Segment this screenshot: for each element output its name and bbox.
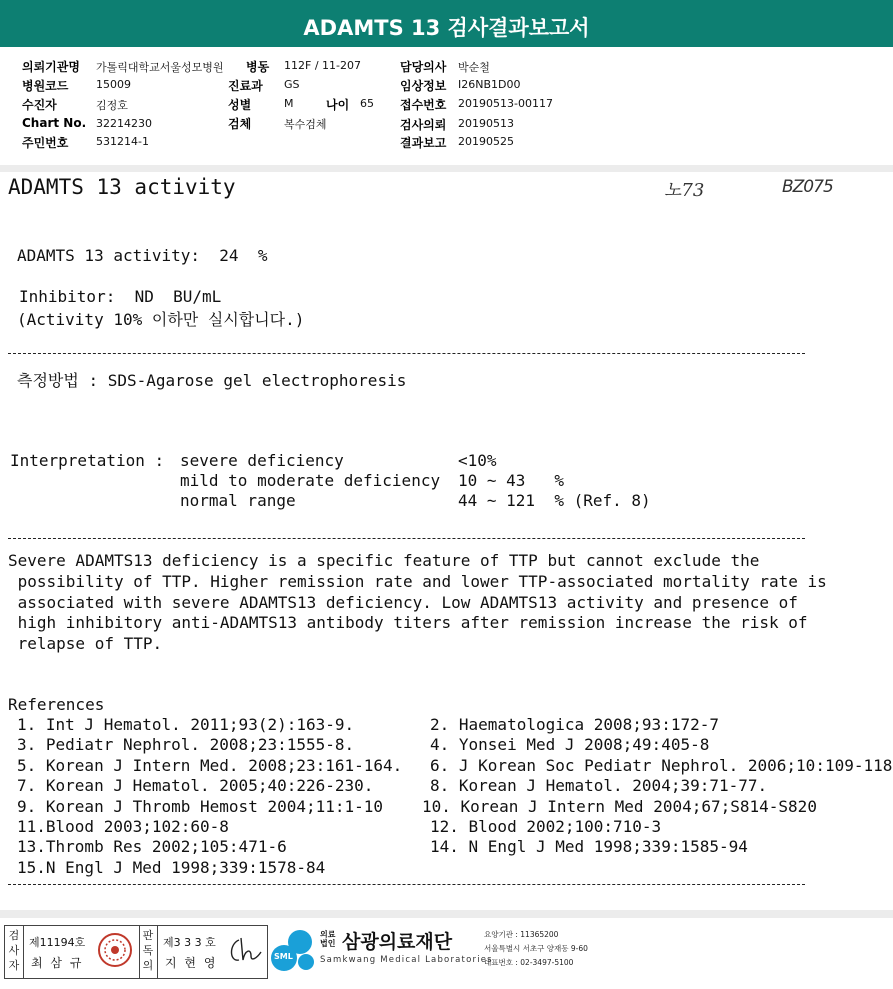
comment-line-4: relapse of TTP. <box>8 634 163 653</box>
separator-bottom <box>0 910 893 918</box>
chart-label: Chart No. <box>22 116 87 130</box>
specimen-label: 검체 <box>228 117 252 131</box>
divider-1 <box>8 353 805 354</box>
reference-item: 13.Thromb Res 2002;105:471-6 <box>17 837 287 857</box>
inhibitor-result: Inhibitor: ND BU/mL <box>19 287 222 306</box>
inhibitor-note: (Activity 10% 이하만 실시합니다.) <box>17 310 305 329</box>
signature-box <box>4 925 268 979</box>
divider <box>139 926 140 978</box>
doctor-value: 박순철 <box>458 61 490 74</box>
reference-item: 8. Korean J Hematol. 2004;39:71-77. <box>430 776 768 796</box>
activity-result: ADAMTS 13 activity: 24 % <box>17 246 268 265</box>
interpretation-label: Interpretation : <box>10 451 165 470</box>
hospital-code-label: 병원코드 <box>22 79 69 93</box>
clinical-label: 임상정보 <box>400 79 447 93</box>
reviewer-license: 제3 3 3 호 <box>163 936 216 949</box>
method-line: 측정방법 : SDS-Agarose gel electrophoresis <box>17 371 407 390</box>
reference-item: 6. J Korean Soc Pediatr Nephrol. 2006;10:109-118 <box>430 755 893 775</box>
reviewer-name: 지 현 영 <box>165 956 218 970</box>
comment-line-1: possibility of TTP. Higher remission rate and lower TTP-associated mortality rate is <box>8 572 827 591</box>
interp-label-0: severe deficiency <box>180 451 344 470</box>
report-banner <box>0 0 893 47</box>
sex-label: 성별 <box>228 98 252 112</box>
hospital-code-value: 15009 <box>96 78 131 91</box>
dept-value: GS <box>284 78 300 91</box>
reference-item: 3. Pediatr Nephrol. 2008;23:1555-8. <box>17 735 355 755</box>
sex-value: M <box>284 97 294 110</box>
report-title: ADAMTS 13 검사결과보고서 <box>303 16 590 40</box>
request-label: 검사의뢰 <box>400 118 447 132</box>
receipt-value: 20190513-00117 <box>458 97 553 110</box>
org-prefix: 의료법인 <box>320 930 336 948</box>
institution-value: 가톨릭대학교서울성모병원 <box>96 61 224 74</box>
id-value: 531214-1 <box>96 135 149 148</box>
report-heading: ADAMTS 13 activity <box>8 175 236 199</box>
patient-label: 수진자 <box>22 98 57 112</box>
receipt-label: 접수번호 <box>400 98 447 112</box>
chart-value: 32214230 <box>96 117 152 130</box>
reference-item: 7. Korean J Hematol. 2005;40:226-230. <box>17 776 374 796</box>
divider <box>157 926 158 978</box>
report-date-value: 20190525 <box>458 135 514 148</box>
contact-line-0: 요양기관 : 11365200 <box>484 930 559 939</box>
divider-2 <box>8 538 805 539</box>
contact-line-2: 대표번호 : 02-3497-5100 <box>484 958 574 967</box>
separator-top <box>0 165 893 172</box>
reviewer-role: 판독의 <box>142 929 154 972</box>
seal-stamp-icon <box>97 932 133 968</box>
dept-label: 진료과 <box>228 79 263 93</box>
reference-item: 12. Blood 2002;100:710-3 <box>430 817 662 836</box>
interp-value-2: 44 ~ 121 % (Ref. 8) <box>458 491 651 510</box>
tester-license: 제11194호 <box>29 936 86 949</box>
patient-value: 김정호 <box>96 99 128 112</box>
reference-item: 5. Korean J Intern Med. 2008;23:161-164. <box>17 755 403 775</box>
handwritten-code: BZ075 <box>782 177 833 197</box>
interp-label-1: mild to moderate deficiency <box>180 471 441 490</box>
reference-item: 9. Korean J Thromb Hemost 2004;11:1-10 <box>17 796 384 816</box>
report-date-label: 결과보고 <box>400 136 447 150</box>
reference-item: 15.N Engl J Med 1998;339:1578-84 <box>17 857 326 877</box>
divider-3 <box>8 884 805 885</box>
age-label: 나이 <box>326 98 350 112</box>
institution-label: 의뢰기관명 <box>22 60 80 74</box>
org-english: Samkwang Medical Laboratories <box>320 955 493 965</box>
patient-info-block <box>0 50 893 162</box>
reference-item: 14. N Engl J Med 1998;339:1585-94 <box>430 837 748 857</box>
reference-item: 2. Haematologica 2008;93:172-7 <box>430 715 719 734</box>
logo-text: SML <box>274 952 293 961</box>
comment-line-0: Severe ADAMTS13 deficiency is a specific feature of TTP but cannot exclude the <box>8 551 760 570</box>
comment-line-2: associated with severe ADAMTS13 deficiency. Low ADAMTS13 activity and presence of <box>8 593 798 612</box>
ward-value: 112F / 11-207 <box>284 59 361 72</box>
tester-role: 검사자 <box>8 929 20 972</box>
reference-item: 1. Int J Hematol. 2011;93(2):163-9. <box>17 715 355 734</box>
interp-value-1: 10 ~ 43 % <box>458 471 564 490</box>
age-value: 65 <box>360 97 374 110</box>
org-name: 삼광의료재단 <box>342 931 453 953</box>
comment-line-3: high inhibitory anti-ADAMTS13 antibody titers after remission increase the risk of <box>8 613 808 632</box>
reference-item: 11.Blood 2003;102:60-8 <box>17 817 229 836</box>
tester-name: 최 삼 규 <box>31 956 84 970</box>
divider <box>23 926 24 978</box>
signature-icon <box>227 934 263 968</box>
contact-line-1: 서울특별시 서초구 양재동 9-60 <box>484 944 588 953</box>
handwritten-note: 노73 <box>664 180 705 201</box>
references-label: References <box>8 695 105 714</box>
interp-value-0: <10% <box>458 451 497 470</box>
reference-item: 4. Yonsei Med J 2008;49:405-8 <box>430 735 710 755</box>
sml-logo-icon <box>270 926 316 974</box>
interp-label-2: normal range <box>180 491 296 510</box>
request-value: 20190513 <box>458 117 514 130</box>
reference-item: 10. Korean J Intern Med 2004;67;S814-S820 <box>422 796 817 816</box>
id-label: 주민번호 <box>22 136 69 150</box>
ward-label: 병동 <box>246 60 270 74</box>
specimen-value: 복수검체 <box>284 118 327 131</box>
doctor-label: 담당의사 <box>400 60 447 74</box>
clinical-value: I26NB1D00 <box>458 78 521 91</box>
